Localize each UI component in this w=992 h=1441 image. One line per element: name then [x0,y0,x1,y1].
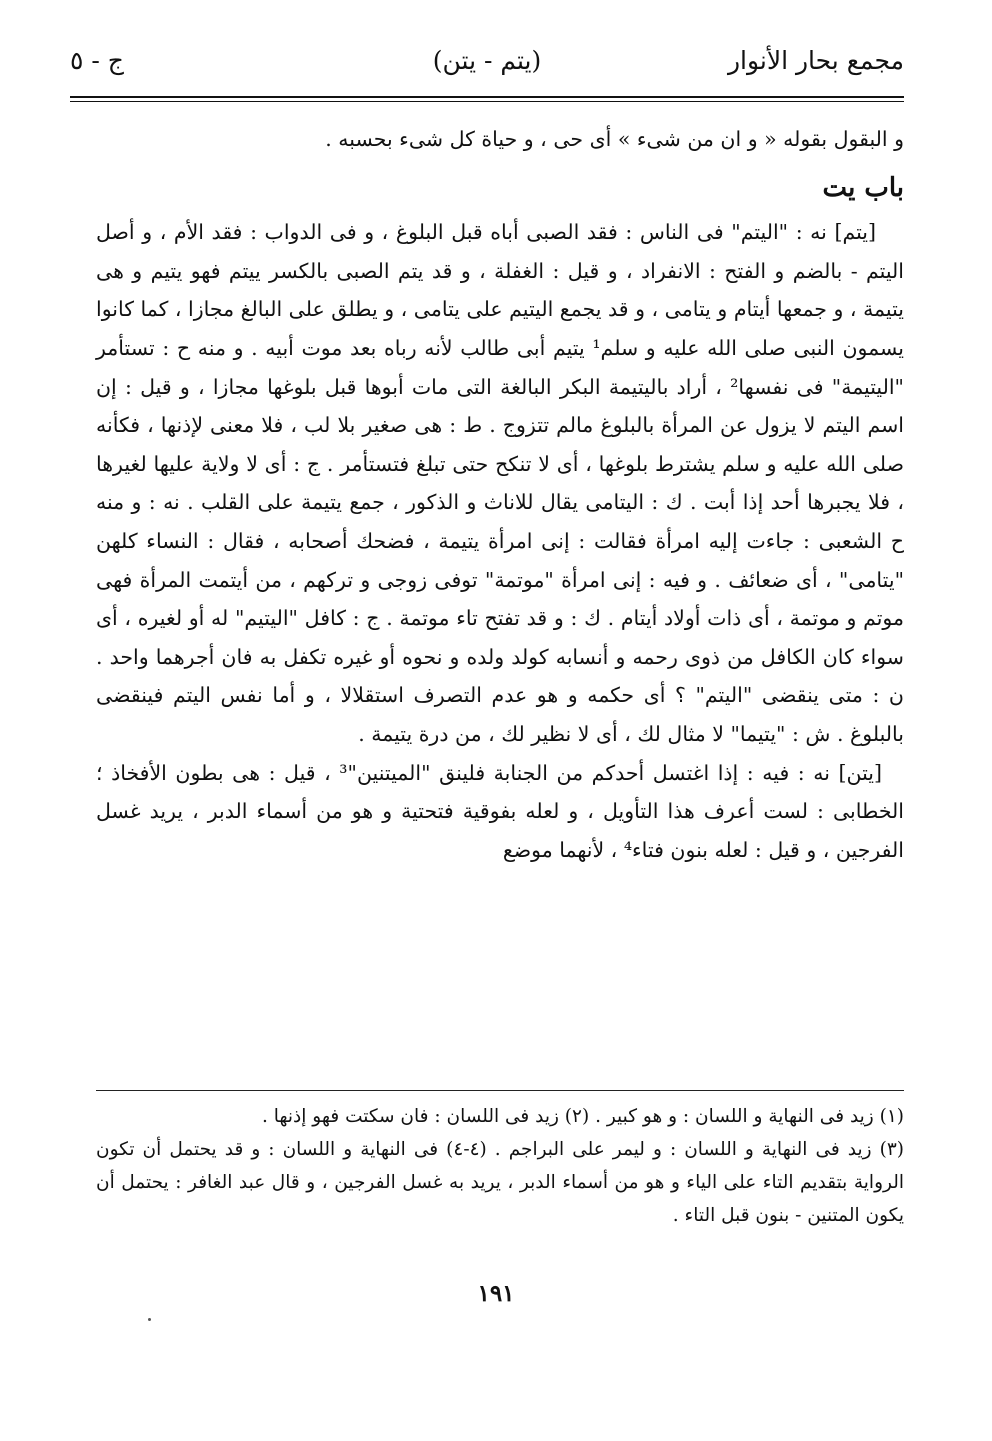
footnote-rule [96,1090,904,1091]
footnotes [96,1100,904,1232]
page-number: ١٩١ [477,1280,515,1307]
main-text [96,120,904,869]
footnote-line: (١) زيد فى النهاية و اللسان : و هو كبير . (٢) زيد فى اللسان : فان سكتت فهو إذنها . [261,1106,904,1127]
print-speck [148,1318,151,1321]
root-range: (يتم - يتن) [432,46,542,75]
section-heading: باب يت [822,172,904,203]
volume-number: ج - ٥ [70,46,124,75]
footnote-line: (٣) زيد فى النهاية و اللسان : و ليمر على البراجم . (٤-٤) فى النهاية و اللسان : و قد يحتمل أن تكون الرواية بتقديم التاء على الياء و هو من أسماء الدبر ، يريد به غسل الفرجين ، و قال عبد الغافر : يحتمل أن يكون المتنين - بنون قبل التاء . [96,1139,904,1226]
continuation-line: و البقول بقوله « و ان من شىء » أى حى ، و حياة كل شىء بحسبه . [325,127,904,151]
book-title: مجمع بحار الأنوار [727,46,904,75]
entry-yatim: [يتم] نه : "اليتم" فى الناس : فقد الصبى أباه قبل البلوغ ، و فى الدواب : فقد الأم ، و أصل اليتم - بالضم و الفتح : الانفراد ، و قيل : الغفلة ، و قد يتم الصبى بالكسر ييتم فهو يتيم و هى يتيمة ، و جمعها أيتام و يتامى ، و قد يجمع اليتيم على يتامى ، و يطلق على البالغ مجازا ، كما كانوا يسمون النبى صلى الله عليه و سلم¹ يتيم أبى طالب لأنه رباه بعد موت أبيه . و منه ح : تستأمر "اليتيمة" فى نفسها² ، أراد باليتيمة البكر البالغة التى مات أبوها قبل بلوغها مجازا ، و قيل : إن اسم اليتم لا يزول عن المرأة بالبلوغ مالم تتزوج . ط : هى صغير بلا لب ، فلا معنى لإذنها ، فكأنه صلى الله عليه و سلم يشترط بلوغها ، أى لا تنكح حتى تبلغ فتستأمر . ج : أى لا ولاية عليها لغيرها ، فلا يجبرها أحد إذا أبت . ك : اليتامى يقال للاناث و الذكور ، جمع يتيمة على القلب . نه : و منه ح الشعبى : جاءت إليه امرأة فقالت : إنى امرأة يتيمة ، فضحك أصحابه ، فقال : النساء كلهن "يتامى" ، أى ضعائف . و فيه : إنى امرأة "موتمة" توفى زوجى و تركهم ، من أيتمت المرأة فهى موتم و موتمة ، أى ذات أولاد أيتام . ك : و قد تفتح تاء موتمة . ج : كافل "اليتيم" له أو لغيره ، أى سواء كان الكافل من ذوى رحمه و أنسابه كولد ولده و نحوه أو غيره تكفل به فان أجرهما واحد . ن : متى ينقضى "اليتم" ؟ أى حكمه و هو عدم التصرف استقلالا ، و أما نفس اليتم فينقضى بالبلوغ . ش : "يتيما" لا مثال لك ، أى لا نظير لك ، من درة يتيمة . [96,220,904,746]
running-header [70,40,904,92]
header-rule [70,96,904,102]
entry-yatan: [يتن] نه : فيه : إذا اغتسل أحدكم من الجنابة فلينق "الميتنين"³ ، قيل : هى بطون الأفخاذ ؛ الخطابى : لست أعرف هذا التأويل ، و لعله بفوقية فتحتية و هو من أسماء الدبر ، يريد غسل الفرجين ، و قيل : لعله بنون فتاء⁴ ، لأنهما موضع [96,760,904,862]
